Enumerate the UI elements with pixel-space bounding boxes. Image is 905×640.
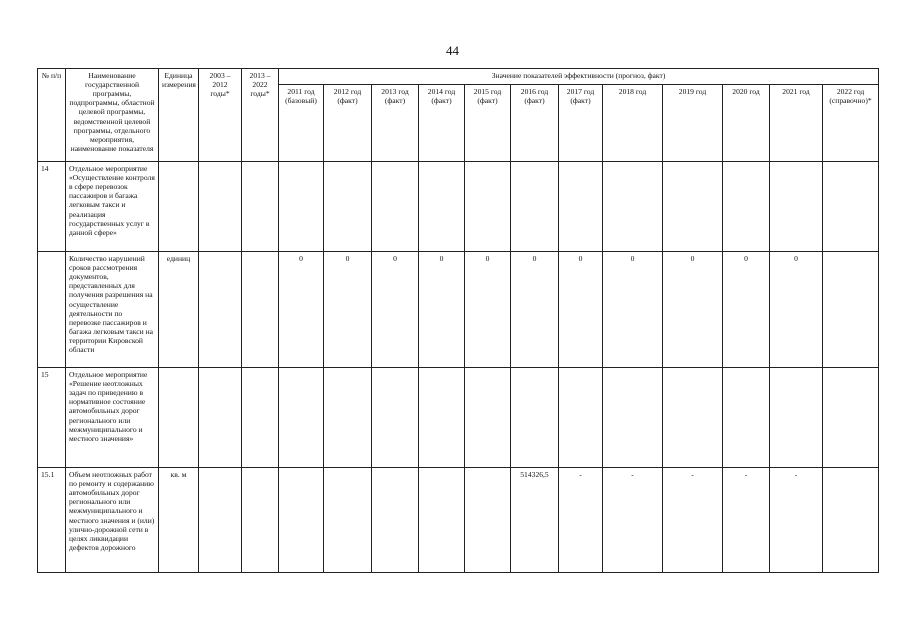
row-value (823, 162, 879, 252)
row-value (279, 468, 324, 573)
header-unit: Единица измерения (159, 69, 199, 162)
row-value: 0 (465, 252, 511, 368)
table-row (38, 252, 879, 368)
row-value: 0 (603, 252, 663, 368)
row-value (603, 368, 663, 468)
header-name: Наименование государственной программы, подпрограммы, областной целевой программы, ведомственной целевой программы, отдельного мероприятия, наименование показателя (66, 69, 159, 162)
page-number: 44 (446, 43, 459, 58)
row-value (419, 368, 465, 468)
row-value: 0 (770, 252, 823, 368)
row-name: Объем неотложных работ по ремонту и содержанию автомобильных дорог регионального или межмуниципального и местного значения и (или) улично-дорожной сети в целях ликвидации дефектов дорожного (66, 468, 159, 573)
row-2003-2012 (199, 252, 242, 368)
row-value (372, 368, 419, 468)
row-value: 0 (419, 252, 465, 368)
header-num: № п/п (38, 69, 66, 162)
row-value (823, 468, 879, 573)
row-2013-2022 (242, 368, 279, 468)
row-value: - (603, 468, 663, 573)
row-value (372, 468, 419, 573)
header-row-top (38, 69, 879, 85)
row-value (770, 162, 823, 252)
row-value (324, 162, 372, 252)
row-2013-2022 (242, 162, 279, 252)
row-value: - (723, 468, 770, 573)
row-value (372, 162, 419, 252)
row-value: 0 (559, 252, 603, 368)
row-value (663, 162, 723, 252)
header-year: 2021 год (770, 85, 823, 162)
row-value: 0 (511, 252, 559, 368)
row-unit (159, 162, 199, 252)
row-value (465, 368, 511, 468)
row-value: 0 (663, 252, 723, 368)
row-value: 0 (324, 252, 372, 368)
table-row (38, 162, 879, 252)
header-year: 2016 год (факт) (511, 85, 559, 162)
header-year: 2020 год (723, 85, 770, 162)
row-value: - (770, 468, 823, 573)
row-value (559, 162, 603, 252)
row-value (511, 162, 559, 252)
row-value: 0 (372, 252, 419, 368)
row-name: Отдельное мероприятие «Осуществление контроля в сфере перевозок пассажиров и багажа легковым такси и реализация государственных услуг в данной сфере» (66, 162, 159, 252)
row-value (324, 468, 372, 573)
header-year: 2014 год (факт) (419, 85, 465, 162)
row-value (723, 368, 770, 468)
row-2013-2022 (242, 468, 279, 573)
row-2003-2012 (199, 368, 242, 468)
row-unit (159, 368, 199, 468)
header-year: 2012 год (факт) (324, 85, 372, 162)
row-value (770, 368, 823, 468)
row-value: - (663, 468, 723, 573)
row-value (465, 468, 511, 573)
row-value (559, 368, 603, 468)
row-value (465, 162, 511, 252)
header-year: 2018 год (603, 85, 663, 162)
row-2003-2012 (199, 162, 242, 252)
header-group-title: Значение показателей эффективности (прогноз, факт) (279, 69, 879, 85)
row-value (511, 368, 559, 468)
header-year: 2015 год (факт) (465, 85, 511, 162)
row-value (823, 252, 879, 368)
row-name: Отдельное мероприятие «Решение неотложных задач по приведению в нормативное состояние автомобильных дорог регионального или межмуниципального и местного значения» (66, 368, 159, 468)
row-value (279, 162, 324, 252)
row-num (38, 252, 66, 368)
row-unit: единиц (159, 252, 199, 368)
row-name: Количество нарушений сроков рассмотрения документов, представленных для получения разрешения на осуществление деятельности по перевозке пассажиров и багажа легковым такси на территории Кировской области (66, 252, 159, 368)
header-2013-2022: 2013 – 2022 годы* (242, 69, 279, 162)
row-value (823, 368, 879, 468)
row-value (419, 468, 465, 573)
row-2013-2022 (242, 252, 279, 368)
row-value: 514326,5 (511, 468, 559, 573)
row-value (723, 162, 770, 252)
row-num: 15.1 (38, 468, 66, 573)
row-value: - (559, 468, 603, 573)
header-year: 2022 год (справочно)* (823, 85, 879, 162)
header-year: 2017 год (факт) (559, 85, 603, 162)
row-value (603, 162, 663, 252)
indicators-table (37, 68, 879, 573)
table-row (38, 468, 879, 573)
header-year: 2019 год (663, 85, 723, 162)
row-value (279, 368, 324, 468)
row-value: 0 (279, 252, 324, 368)
header-year: 2013 год (факт) (372, 85, 419, 162)
row-unit: кв. м (159, 468, 199, 573)
row-2003-2012 (199, 468, 242, 573)
row-num: 15 (38, 368, 66, 468)
row-value (324, 368, 372, 468)
row-value (663, 368, 723, 468)
table-row (38, 368, 879, 468)
header-2003-2012: 2003 – 2012 годы* (199, 69, 242, 162)
row-num: 14 (38, 162, 66, 252)
header-year: 2011 год (базовый) (279, 85, 324, 162)
row-value: 0 (723, 252, 770, 368)
row-value (419, 162, 465, 252)
